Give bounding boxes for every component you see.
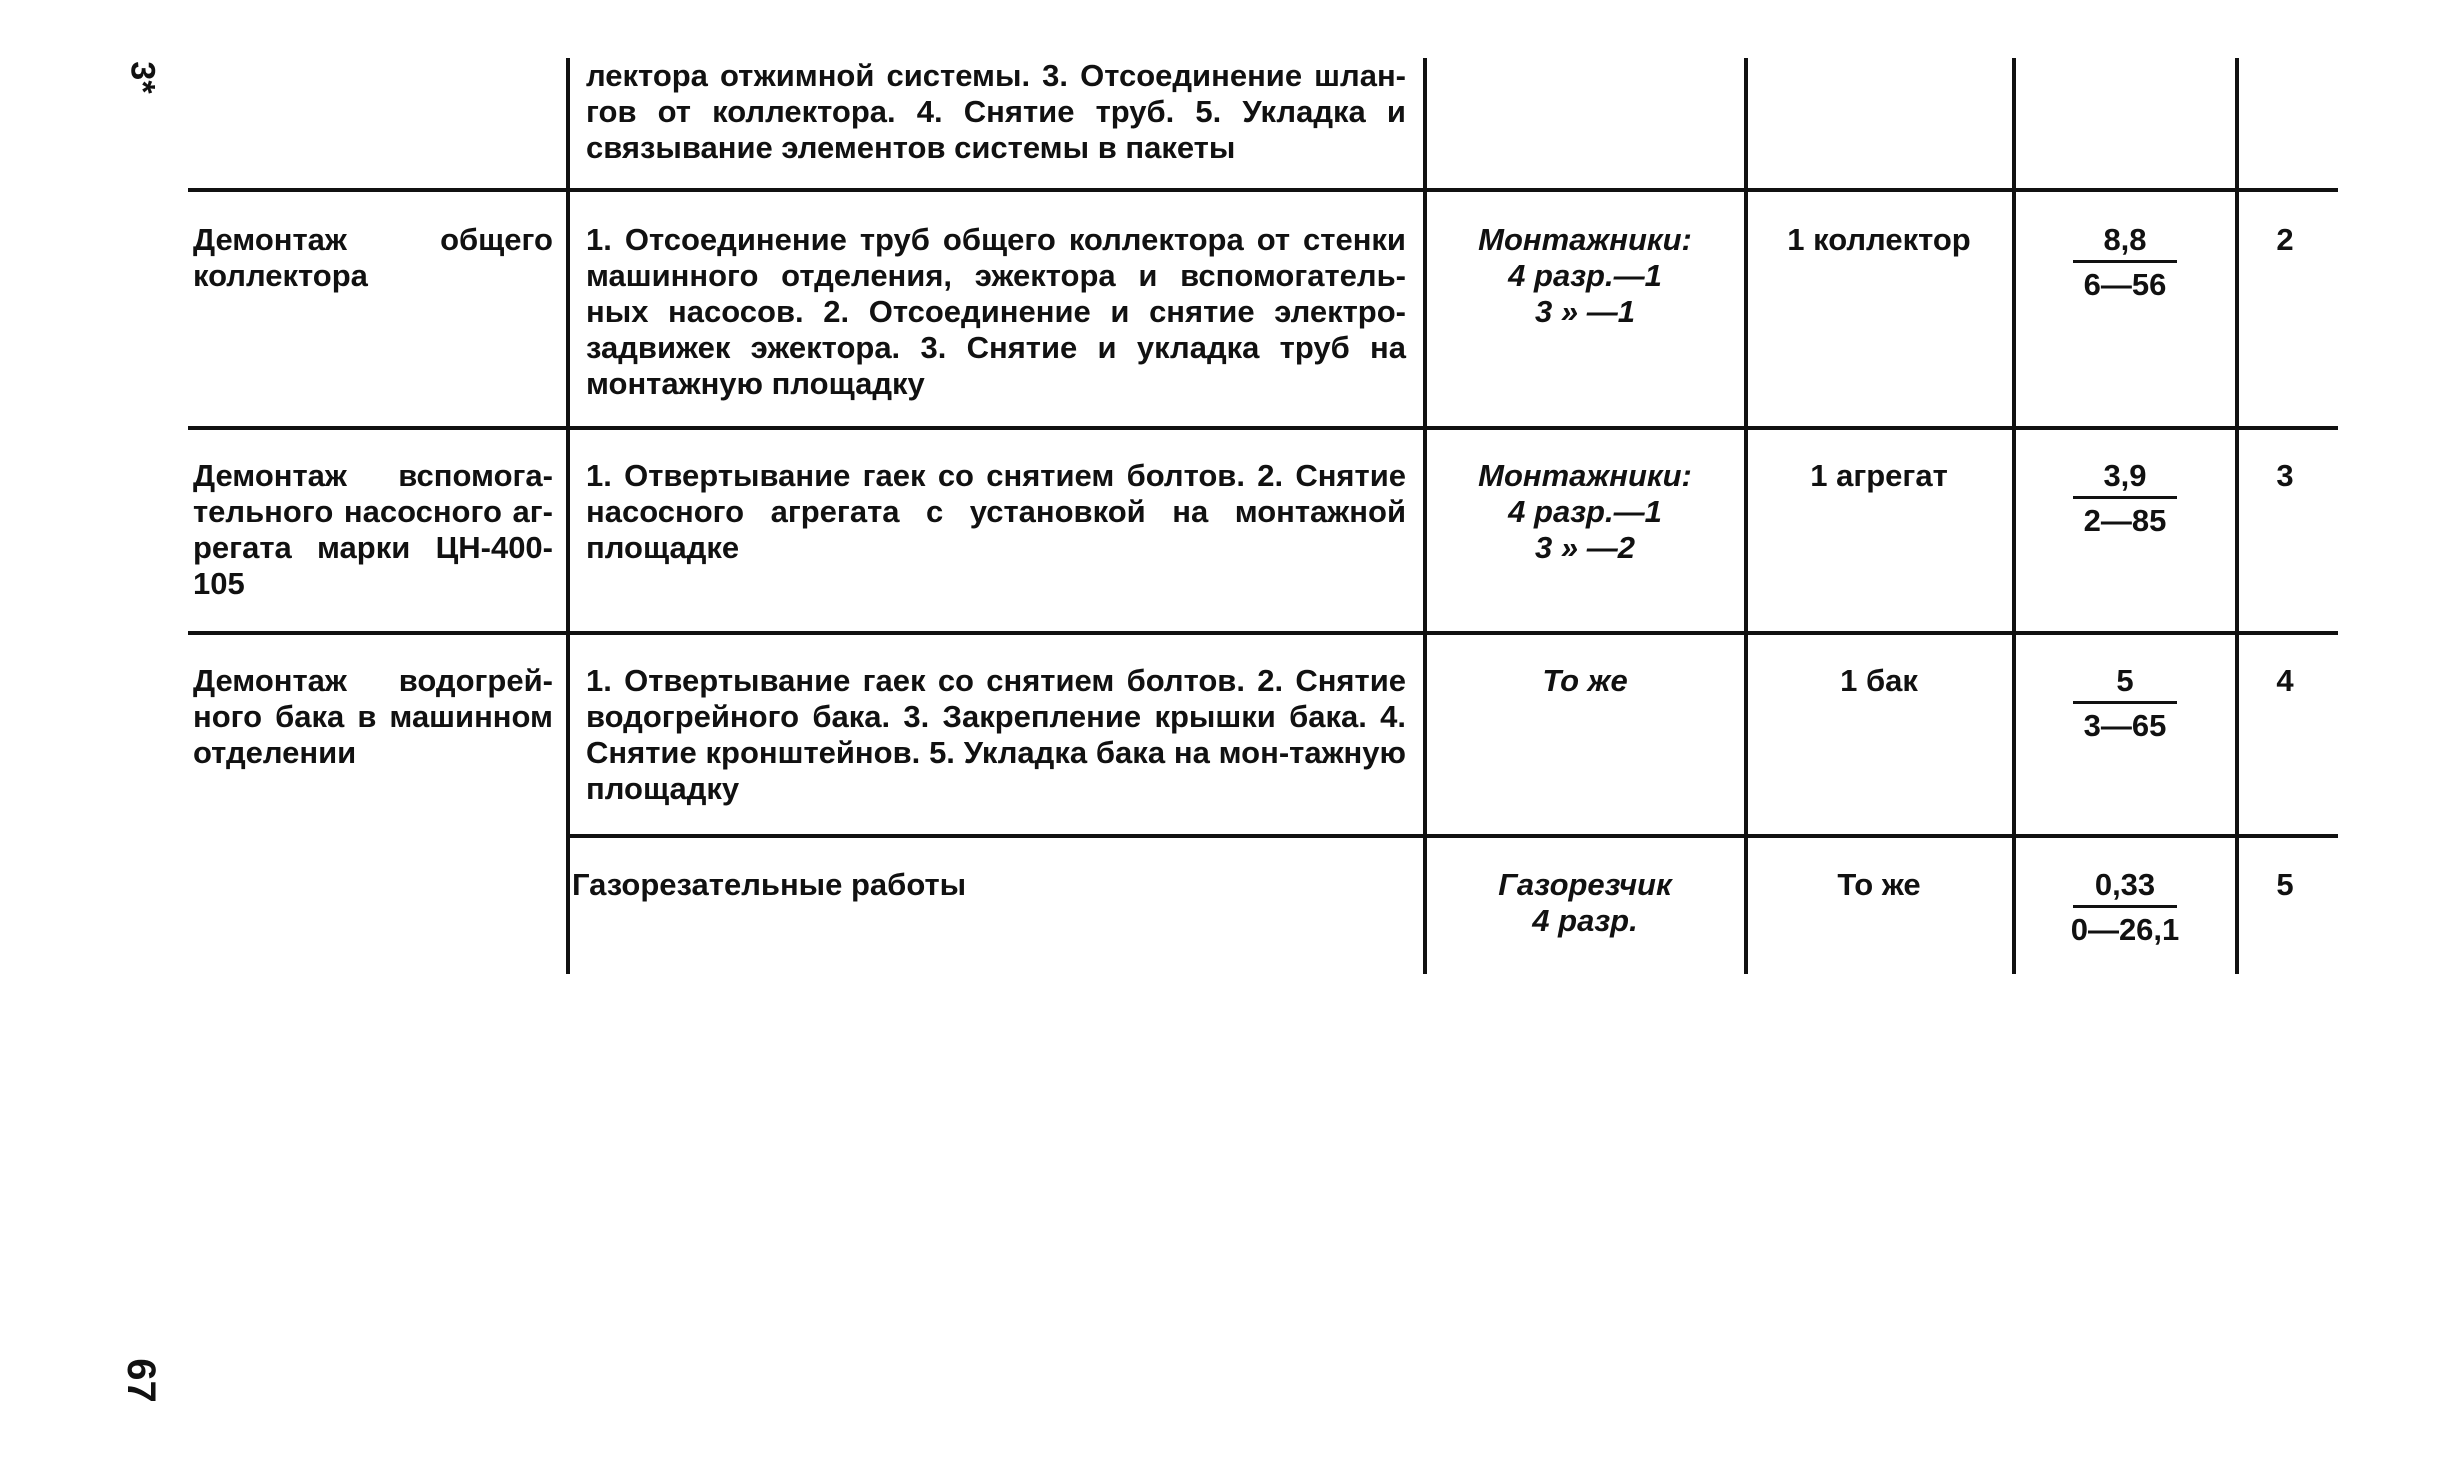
operation-description: Газорезательные работы xyxy=(572,867,967,902)
norm-fraction xyxy=(2040,663,2210,744)
staff-line: 4 разр.—1 xyxy=(1508,258,1662,293)
norm-fraction xyxy=(2040,222,2210,303)
time-norm: 0,33 xyxy=(2094,867,2156,902)
fraction-bar xyxy=(2073,701,2177,704)
measure-unit: 1 агрегат xyxy=(1810,458,1948,493)
staff-composition xyxy=(1430,867,1740,939)
operation-description: 1. Отсоединение труб общего коллектора от стенки машинного отделения, эжектора и вспомогатель-ных насосов. 2. Отсоединение и снятие электро-задвижек эжектора. 3. Снятие и укладка труб на монтажную площадку xyxy=(586,222,1406,401)
row-number: 3 xyxy=(2276,458,2294,493)
staff-line: Газорезчик xyxy=(1498,867,1672,902)
price: 3—65 xyxy=(2083,708,2167,743)
sheet-mark: 3* xyxy=(123,61,162,94)
row-number: 5 xyxy=(2276,867,2294,902)
price: 0—26,1 xyxy=(2070,912,2180,947)
fraction-bar xyxy=(2073,260,2177,263)
time-norm: 5 xyxy=(2116,663,2134,698)
row-divider xyxy=(188,188,2338,192)
row-divider xyxy=(188,631,2338,635)
staff-composition xyxy=(1430,663,1740,699)
staff-line: 4 разр. xyxy=(1532,903,1638,938)
norm-fraction xyxy=(2040,867,2210,948)
fraction-bar xyxy=(2073,905,2177,908)
row-divider xyxy=(566,834,2338,838)
staff-line: 3 » —1 xyxy=(1535,294,1635,329)
continuation-description: лектора отжимной системы. 3. Отсоединение шлан-гов от коллектора. 4. Снятие труб. 5. Укладка и связывание элементов системы в пакеты xyxy=(586,58,1406,165)
measure-unit: 1 бак xyxy=(1840,663,1918,698)
row-number: 2 xyxy=(2276,222,2294,257)
price: 2—85 xyxy=(2083,503,2167,538)
operation-name: Демонтаж вспомога-тельного насосного аг-регата марки ЦН-400-105 xyxy=(193,458,553,601)
staff-composition xyxy=(1430,458,1740,566)
staff-line: Монтажники: xyxy=(1478,458,1692,493)
page-number: 67 xyxy=(118,1358,163,1403)
measure-unit: 1 коллектор xyxy=(1787,222,1971,257)
price: 6—56 xyxy=(2083,267,2167,302)
time-norm: 3,9 xyxy=(2103,458,2147,493)
row-number: 4 xyxy=(2276,663,2294,698)
staff-line: 4 разр.—1 xyxy=(1508,494,1662,529)
staff-composition xyxy=(1430,222,1740,330)
measure-unit: То же xyxy=(1837,867,1921,902)
staff-line: Монтажники: xyxy=(1478,222,1692,257)
operation-name: Демонтаж водогрей-ного бака в машинном отделении xyxy=(193,663,553,770)
operation-description: 1. Отвертывание гаек со снятием болтов. 2. Снятие водогрейного бака. 3. Закрепление крышки бака. 4. Снятие кронштейнов. 5. Укладка бака на мон-тажную площадку xyxy=(586,663,1406,806)
staff-line: 3 » —2 xyxy=(1535,530,1635,565)
staff-line: То же xyxy=(1542,663,1628,698)
fraction-bar xyxy=(2073,496,2177,499)
norm-fraction xyxy=(2040,458,2210,539)
time-norm: 8,8 xyxy=(2103,222,2147,257)
operation-description: 1. Отвертывание гаек со снятием болтов. 2. Снятие насосного агрегата с установкой на монтажной площадке xyxy=(586,458,1406,565)
operation-name: Демонтаж общего коллектора xyxy=(193,222,553,293)
row-divider xyxy=(188,426,2338,430)
